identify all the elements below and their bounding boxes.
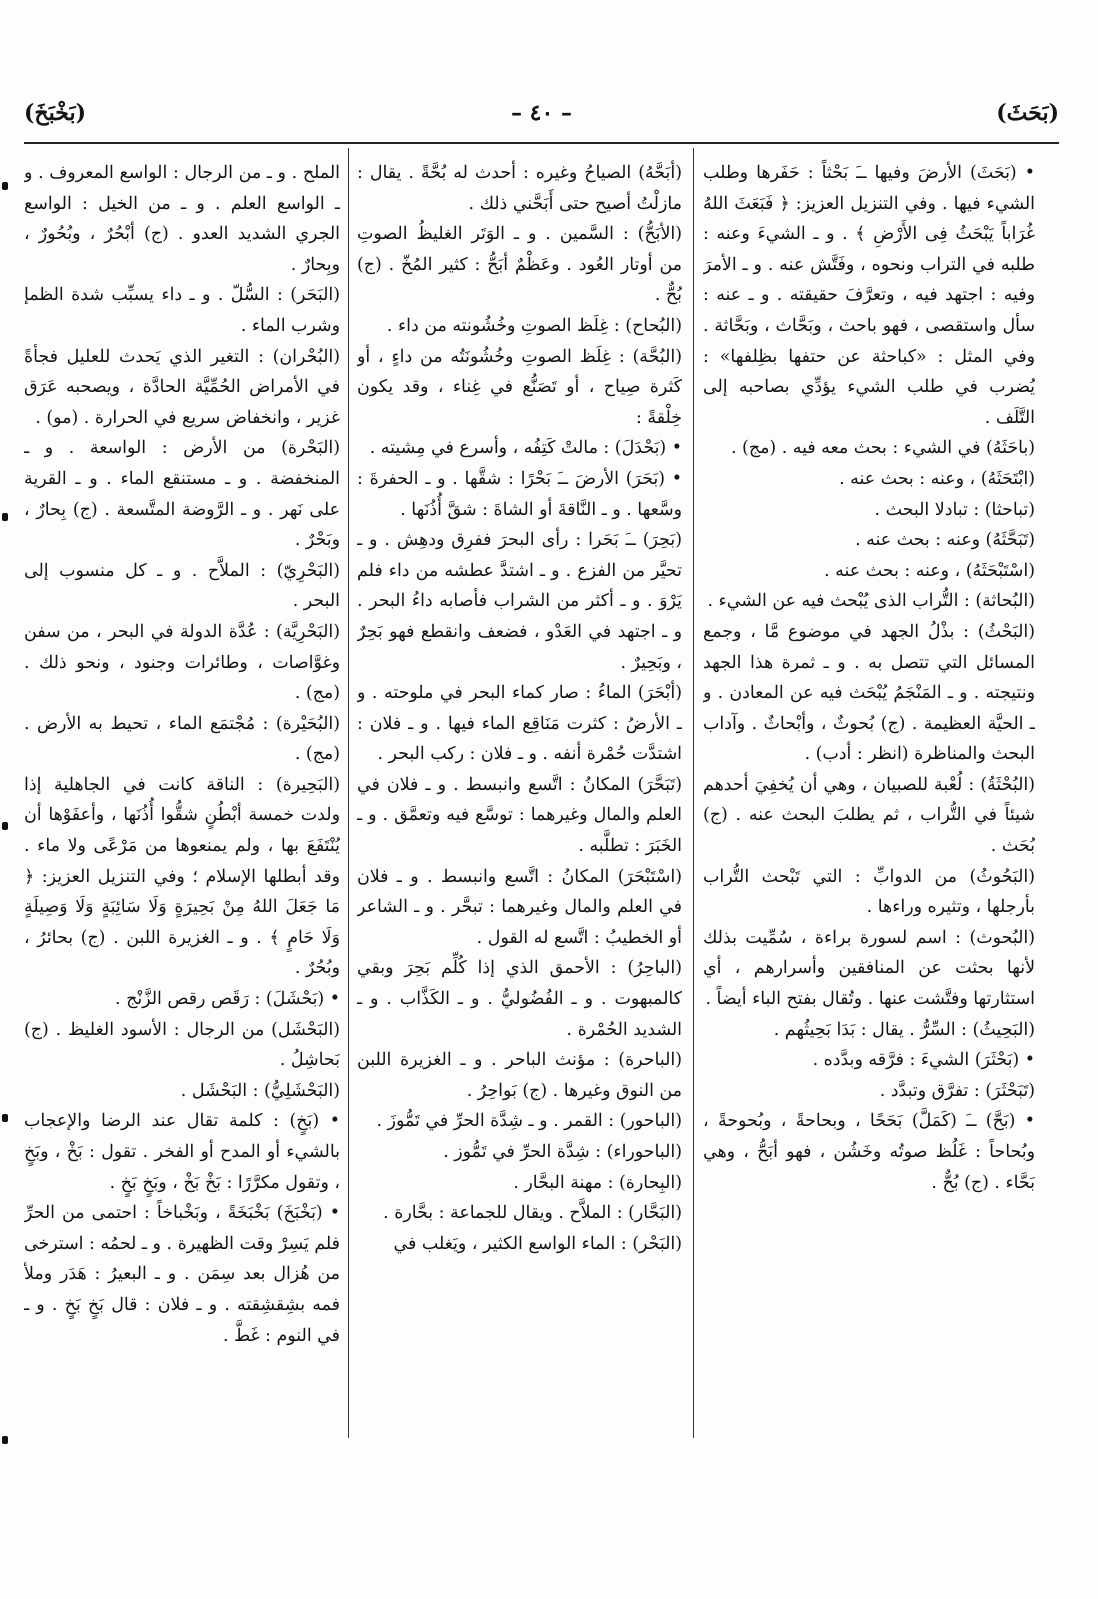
entry-paragraph: (البُحْران) : التغير الذي يَحدث للعليل فجأةً في الأمراض الحُمِّيَّة الحادَّة ، ويصحبه عَرَق غزير ، وانخفاض سريع في الحرارة . (مو) . [24, 346, 340, 428]
entry-paragraph: (تَبَحَّثَهُ) وعنه : بحث عنه . [855, 530, 1035, 551]
entry-paragraph: (البَحْرِيّ) : الملاَّح . و ـ كل منسوب إلى البحر . [24, 560, 340, 612]
entry-paragraph: (البَحْثُ) : بذْلُ الجهد في موضوع مَّا ، وجمع المسائل التي تتصل به . و ـ ثمرة هذا الجهد ونتيجته . و ـ المَنْجَمُ يُبْحَث فيه عن المعادن . و ـ الحيَّة العظيمة . (ج) بُحوثٌ ، وأبْحاثٌ . وآداب البحث والمناظرة (انظر : أدب) . [703, 621, 1035, 765]
entry-paragraph: (البِحارة) : مهنة البحَّار . [513, 1172, 682, 1193]
entry-paragraph: • (بَحْدَلَ) : مالتْ كَتِفُه ، وأسرع في مِشيته . [369, 438, 682, 459]
entry-paragraph: (أبْحَرَ) الماءُ : صار كماء البحر في ملوحته . و ـ الأرضُ : كثرت مَنَاقِع الماء فيها . و ـ فلان : اشتدَّت حُمْرة أنفه . و ـ فلان : ركب البحر . [357, 683, 682, 765]
scan-mark [2, 1436, 8, 1444]
entry-paragraph: (البَحَر) : السُّلّ . و ـ داء يسبِّب شدة الظمإ وشرب الماء . [24, 285, 340, 336]
entry-paragraph: (البَحْشَلِيُّ) : البَحْشَل . [180, 1080, 340, 1101]
entry-paragraph: (تَبَحْثَرَ) : تفرَّق وتبدَّد . [879, 1080, 1035, 1101]
entry-paragraph: • (بَحْثَرَ) الشيءَ : فرَّقه وبدَّده . [812, 1050, 1035, 1071]
entry-paragraph: (الباحوراء) : شِدَّة الحرِّ في تَمُّوز . [443, 1142, 682, 1162]
entry-paragraph: • (بَحْشَلَ) : رَقَص رقص الزَّنْج . [115, 989, 340, 1010]
column-divider [348, 148, 349, 1438]
entry-paragraph: (البَحِيثُ) : السِّرُّ . يقال : بَدَا بَحِيثُهم . [773, 1019, 1035, 1040]
entry-paragraph: (بَحِرَ) ــَ بَحَرا : رأى البحرَ ففرِق ودهِش . و ـ تحيَّر من الفزع . و ـ اشتدَّ عطشه من داء فلم يَرْوَ . و ـ أكثر من الشراب فأصابه داءُ البحر . و ـ اجتهد في العَدْو ، فضعف وانقطع فهو بَحِرٌ ، وبَحِيرٌ . [357, 530, 682, 673]
entry-paragraph: (اسْتَبْحَثَهُ) ، وعنه : بحث عنه . [824, 560, 1035, 581]
entry-paragraph: (الأبَحُّ) : السَّمين . و ـ الوَتَر الغليظُ الصوتِ من أوتار العُود . وعَظْمٌ أبَحُّ : كثير المُخّ . (ج) بُحٌّ . [357, 224, 682, 306]
entry-paragraph: • (بَحَّ) ــَ (كَمَلَّ) بَحَحًا ، وبحاحةً ، وبُحوحةً ، وبُحاحاً : غَلُظ صوتُه وخَشُن ، فهو أبَحُّ ، وهي بَحَّاء . (ج) بُحٌّ . [703, 1111, 1035, 1193]
entry-paragraph: • (بَحَثَ) الأرضَ وفيها ــَ بَحْثاً : حَفَرها وطلب الشيء فيها . وفي التنزيل العزيز: ﴿ فَبَعَثَ اللهُ غُرَاباً يَبْحَثُ فِى الأَرْضِ ﴾ . و ـ الشيءَ وعنه : طلبه في التراب ونحوه ، وفَتَّش عنه . و ـ الأمرَ وفيه : اجتهد فيه ، وتعرَّفَ حقيقته . و ـ عنه : سأل واستقصى ، فهو باحث ، وبَحَّاث ، وبَحَّاثة . وفي المثل : «كباحثة عن حتفها بظِلفها» : يُضرب في طلب الشيء يؤدِّي بصاحبه إلى التَّلَف . [703, 163, 1035, 428]
entry-paragraph: (البَحُوثُ) من الدوابِّ : التي تَبْحث التُّراب بأرجلها ، وتثيره وراءها . [703, 866, 1035, 918]
entry-paragraph: • (بَخْبَخَ) بَخْبَخَةً ، وبَخْباخاً : احتمى من الحرِّ فلم يَسِرْ وقت الظهيرة . و ـ لحمُه : استرخى من هُزال بعد سِمَن . و ـ البعيرُ : هَدَر وملأ فمه بشِقشِقته . و ـ فلان : قال بَخٍ بَخٍ . و ـ في النوم : غَطَّ . [24, 1203, 340, 1346]
entry-paragraph: الملح . و ـ من الرجال : الواسع المعروف . و ـ الواسع العلم . و ـ من الخيل : الواسع الجري الشديد العدو . (ج) أبْحُرٌ ، وبُحُورٌ ، وبِحارٌ . [24, 163, 340, 275]
entry-paragraph: (ابْتَحَثَهُ) ، وعنه : بحث عنه . [839, 468, 1035, 489]
header-first-entry: (بَحَثَ) [996, 100, 1059, 126]
entry-paragraph: • (بَخٍ) : كلمة تقال عند الرضا والإعجاب بالشيء أو المدح أو الفخر . تقول : بَخْ ، وبَخٍ ، وتقول مكرَّرًا : بَخْ بَخْ ، وبَخٍ بَخٍ . [24, 1111, 340, 1193]
header-last-entry: (بَخْبَخَ) [24, 100, 86, 126]
column-left [24, 158, 340, 1458]
entry-paragraph: (الباحور) : القمر . و ـ شِدَّة الحرِّ في تَمُّوزَ . [376, 1111, 682, 1132]
column-right [703, 158, 1035, 1458]
entry-paragraph: (البُحوث) : اسم لسورة براءة ، سُمِّيت بذلك لأنها بحثت عن المنافقين وأسرارهم ، أي استثارتها وفتَّشت عنها . وتُقال بفتح الباء أيضاً . [703, 927, 1035, 1010]
entry-paragraph: (أبَحَّهُ) الصياحُ وغيره : أحدث له بُحَّةً . يقال : مازلْتُ أصيح حتى أَبَحَّني ذلك . [357, 163, 682, 214]
entry-paragraph: (البُحْثَةُ) : لُعْبة للصبيان ، وهي أن يُخفِيَ أحدهم شيئاً في التُّراب ، ثم يطلبَ البحث عنه . (ج) بُحَث . [703, 774, 1035, 857]
entry-paragraph: (البَحْرِيَّة) : عُدَّة الدولة في البحر ، من سفن وغوَّاصات ، وطائرات وجنود ، ونحو ذلك . (مج) . [24, 621, 340, 704]
entry-paragraph: (البَحَّار) : الملاَّح . ويقال للجماعة : بحَّارة . [383, 1203, 682, 1224]
entry-paragraph: (البُحَيْرة) : مُجْتمَع الماء ، تحيط به الأرض . (مج) . [24, 713, 340, 765]
entry-paragraph: (اسْتَبْحَرَ) المكانُ : اتَّسع وانبسط . و ـ فلان في العلم والمال وغيرهما : تبحَّر . و ـ الشاعر أو الخطيبُ : اتَّسع له القول . [357, 866, 682, 948]
column-middle [357, 158, 682, 1458]
entry-paragraph: (الباحرة) : مؤنث الباحر . و ـ الغزيرة اللبن من النوق وغيرها . (ج) بَواحِرُ . [357, 1050, 682, 1101]
entry-paragraph: (البَحِيرة) : الناقة كانت في الجاهلية إذا ولدت خمسة أبْطُنٍ شقُّوا أُذُنَها ، وأعفَوْها أن يُنْتَفَعَ بها ، ولم يمنعوها من مَرْعًى ولا ماء . وقد أبطلها الإسلام ؛ وفي التنزيل العزيز: ﴿ مَا جَعَلَ اللهُ مِنْ بَحِيرَةٍ وَلَا سَائِبَةٍ وَلَا وَصِيلَةٍ وَلَا حَامٍ ﴾ . و ـ الغزيرة اللبن . (ج) بحائرُ ، وبُحُرٌ . [24, 774, 340, 979]
entry-paragraph: (باحَثَهُ) في الشيء : بحث معه فيه . (مج) . [731, 438, 1035, 459]
entry-paragraph: (البَحْرة) من الأرض : الواسعة . و ـ المنخفضة . و ـ مستنقع الماء . و ـ القرية على نَهر . و ـ الرَّوضة المتَّسعة . (ج) بِحارٌ ، وبَحْرٌ . [24, 438, 340, 551]
column-divider [693, 148, 694, 1438]
entry-paragraph: • (بَحَرَ) الأرضَ ــَ بَحْرًا : شقَّها . و ـ الحفرةَ : وسَّعها . و ـ النَّاقةَ أو الشاةَ : شقَّ أُذُنَها . [357, 468, 682, 520]
entry-paragraph: (البُحاح) : غِلَظ الصوتِ وخُشُونته من داء . [386, 315, 682, 336]
header-rule [24, 142, 1059, 144]
entry-paragraph: (البُحاثة) : التُّراب الذى يُبْحث فيه عن الشيء . [707, 591, 1035, 612]
scan-mark [2, 182, 8, 190]
entry-paragraph: (تباحثا) : تبادلا البحث . [874, 499, 1035, 520]
entry-paragraph: (البَحْشَل) من الرجال : الأسود الغليظ . (ج) بَحاشِلُ . [24, 1019, 340, 1071]
page-number: – ٤٠ – [511, 100, 572, 126]
scan-mark [2, 1114, 8, 1122]
page-header [24, 100, 1059, 140]
scan-mark [2, 513, 8, 521]
entry-paragraph: (الباحِرُ) : الأحمق الذي إذا كُلِّم بَحِرَ وبقي كالمبهوت . و ـ الفُضُوليُّ . و ـ الكَذَّاب . و ـ الشديد الحُمْرة . [357, 958, 682, 1040]
entry-paragraph: (تَبَحَّرَ) المكانُ : اتَّسع وانبسط . و ـ فلان في العلم والمال وغيرهما : توسَّع فيه وتعمَّق . و ـ الخَبَرَ : تطلَّبه . [357, 774, 682, 857]
entry-paragraph: (البُحَّة) : غِلَظ الصوتِ وخُشُونَتُه من داءٍ ، أو كَثرة صِياح ، أو تَصَنُّع في غِناء ، وقد يكون خِلْقةً : [357, 346, 682, 428]
entry-paragraph: (البَحْر) : الماء الواسع الكثير ، ويَغلب في [393, 1233, 682, 1254]
scan-mark [2, 822, 8, 830]
